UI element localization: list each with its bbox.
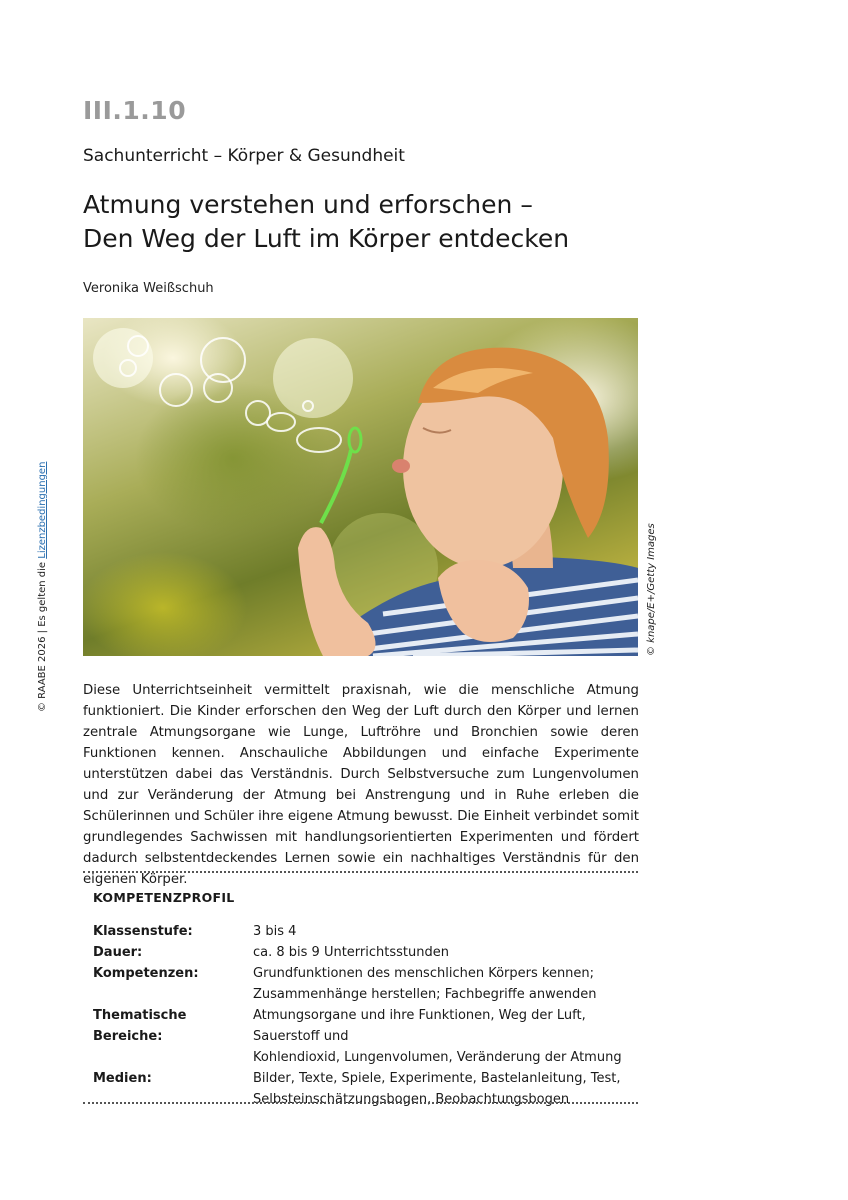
profile-value-line: Kohlendioxid, Lungenvolumen, Veränderung der Atmung bbox=[253, 1050, 622, 1065]
profile-row bbox=[93, 1005, 638, 1068]
profile-value bbox=[253, 1005, 638, 1068]
author: Veronika Weißschuh bbox=[83, 281, 214, 296]
profile-value-line: 3 bis 4 bbox=[253, 924, 297, 939]
profile-label: Medien: bbox=[93, 1071, 152, 1086]
profile-value-line: ca. 8 bis 9 Unterrichtsstunden bbox=[253, 945, 449, 960]
profile-value-line: Atmungsorgane und ihre Funktionen, Weg der Luft, Sauerstoff und bbox=[253, 1008, 586, 1044]
profile-label: Kompetenzen: bbox=[93, 966, 199, 981]
divider-bottom bbox=[83, 1102, 638, 1104]
title-line-1: Atmung verstehen und erforschen – bbox=[83, 190, 533, 219]
profile-label: Dauer: bbox=[93, 945, 143, 960]
title-line-2: Den Weg der Luft im Körper entdecken bbox=[83, 224, 570, 253]
profile-value-line: Grundfunktionen des menschlichen Körpers kennen; bbox=[253, 966, 595, 981]
divider-top bbox=[83, 871, 638, 873]
intro-paragraph: Diese Unterrichtseinheit vermittelt praxisnah, wie die menschliche Atmung funktioniert. Die Kinder erforschen den Weg der Luft durch den Körper und lernen zentrale Atmungsorgane wie Lunge, Luftröhre und Bronchien sowie deren Funktionen kennen. Anschauliche Abbildungen und einfache Experimente unterstützen dabei das Verständnis. Durch Selbstversuche zum Lungenvolumen und zur Veränderung der Atmung bei Anstrengung und in Ruhe erleben die Schülerinnen und Schüler ihre eigene Atmung bewusst. Die Einheit verbindet somit grundlegendes Sachwissen mit handlungsorientierten Experimenten und fördert dadurch selbstentdeckendes Lernen sowie ein nachhaltiges Verständnis für den eigenen Körper. bbox=[83, 683, 639, 887]
profile-value-line: Zusammenhänge herstellen; Fachbegriffe anwenden bbox=[253, 987, 597, 1002]
profile-value-line: Bilder, Texte, Spiele, Experimente, Bastelanleitung, Test, bbox=[253, 1071, 621, 1086]
profile-row bbox=[93, 921, 638, 942]
child-blowing-bubbles-illustration bbox=[83, 318, 638, 656]
profile-label: Thematische Bereiche: bbox=[93, 1008, 187, 1044]
profile-row bbox=[93, 942, 638, 963]
license-notice-text: © RAABE 2026 | Es gelten die bbox=[37, 558, 48, 712]
profile-value bbox=[253, 921, 638, 942]
cover-photo bbox=[83, 318, 638, 656]
page-title bbox=[83, 188, 683, 256]
profile-label: Klassenstufe: bbox=[93, 924, 193, 939]
subject-line: Sachunterricht – Körper & Gesundheit bbox=[83, 146, 405, 166]
section-number: III.1.10 bbox=[83, 96, 187, 125]
profile-value bbox=[253, 942, 638, 963]
profile-value-line: Selbsteinschätzungsbogen, Beobachtungsbogen bbox=[253, 1092, 570, 1107]
license-link[interactable]: Lizenzbedingungen bbox=[37, 461, 48, 559]
profile-heading: KOMPETENZPROFIL bbox=[93, 890, 235, 905]
profile-value bbox=[253, 963, 638, 1005]
profile-row bbox=[93, 963, 638, 1005]
photo-credit: © knape/E+/Getty Images bbox=[646, 523, 657, 656]
competence-profile bbox=[93, 890, 638, 1110]
license-notice bbox=[37, 462, 48, 712]
